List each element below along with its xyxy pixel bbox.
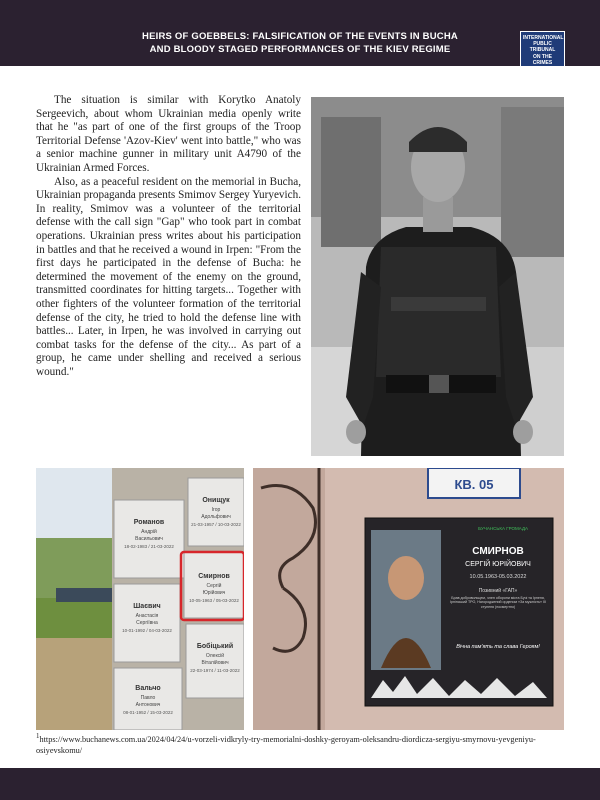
plate-first-name: Олексій [205, 653, 225, 659]
plate-dates: 21-03-1957 / 10-03-2022 [191, 522, 241, 527]
plate-patronymic: Васильович [135, 536, 163, 542]
memorial-wall-illustration [36, 468, 244, 730]
footnote-number: 1 [36, 733, 40, 740]
memorial-plate [114, 668, 182, 730]
plaque-illustration [253, 468, 564, 730]
logo-line: ON THE CRIMES [532, 53, 553, 66]
memorial-plate [114, 500, 184, 578]
soldier-illustration [311, 97, 564, 456]
plate-patronymic: Сергіївна [136, 620, 158, 626]
plaque-given-name: СЕРГІЙ ЮРІЙОВИЧ [465, 561, 531, 568]
memorial-plate [186, 624, 244, 698]
plate-patronymic: Антонович [135, 702, 161, 708]
plate-patronymic: Віталійович [201, 660, 229, 666]
plate-dates: 10-01-1992 / 04-03-2022 [122, 628, 172, 633]
plate-surname: Романов [133, 519, 165, 526]
plate-surname: Шаєвич [133, 603, 161, 610]
plaque-callsign: Позивний «ГАП» [478, 588, 518, 594]
footnote [36, 731, 566, 756]
plate-first-name: Анастасія [135, 613, 159, 619]
plate-patronymic: Адольфович [201, 514, 231, 520]
plate-surname: Смирнов [198, 573, 230, 580]
plaque-surname: СМИРНОВ [472, 546, 524, 557]
plaque-motto: Вічна пам'ять та слава Героям! [456, 644, 540, 650]
street-sign-text: КВ. 05 [454, 477, 494, 492]
memorial-plate-highlighted [184, 552, 244, 618]
plaque-photo [253, 468, 564, 730]
plate-first-name: Сергій [206, 583, 222, 589]
memorial-plate [114, 584, 180, 662]
plaque-bio: Брав добровольцем, член оборони міста Бучі та Ірпеня, Ірпінський ТРО, Нагороджений орденом «За мужність» ІІІ ступеня (посмертно) [450, 596, 546, 609]
plate-first-name: Павло [140, 695, 156, 701]
paragraph-2: Also, as a peaceful resident on the memorial in Bucha, Ukrainian propaganda presents Smimov Sergey Yuryevich. In reality, Smimov was a volunteer of the territorial defense with the call sign "Gap" who took part in combat operations. Ukrainian press writes about his participation in battles and that he received a wound in Irpen: "From the first days he participated in the defense of Bucha: he determined the movement of the enemy on the ground, transmitted coordinates for hitting targets... Together with other fighters of the volunteer formation of the territorial defense of the city, he tried to hold the defense line with battles... Later, in Irpen, he was involved in carrying out combat tasks for the defense of the city... As part of a group, he came under shelling and received a serious wound." [36, 175, 301, 378]
logo-line: TRIBUNAL [529, 47, 556, 54]
header-title-line-2: AND BLOODY STAGED PERFORMANCES OF THE KIEV REGIME [149, 44, 451, 55]
memorial-plates [114, 478, 244, 730]
logo-line: INTERNATIONAL [523, 35, 564, 41]
plate-first-name: Андрій [141, 529, 157, 535]
plate-patronymic: Юрійович [202, 590, 226, 596]
plate-surname: Бобіцький [196, 643, 234, 650]
plate-first-name: Ігор [211, 507, 221, 513]
header-title-line-1: HEIRS OF GOEBBELS: FALSIFICATION OF THE EVENTS IN BUCHA [142, 31, 458, 42]
plate-surname: Онищук [202, 497, 230, 504]
body-text [36, 94, 301, 379]
paragraph-1: The situation is similar with Korytko Anatoly Sergeevich, about whom Ukrainian media openly write that he "as part of one of the first groups of the Troop Territorial Defense 'Azov-Kiev' went into battle," who was a senior machine gunner in military unit A4790 of the Ukrainian Armed Forces. [36, 94, 301, 174]
plate-dates: 10-05-1963 / 05-03-2022 [189, 598, 239, 603]
soldier-photo [311, 97, 564, 456]
plate-dates: 22-03-1974 / 11-03-2022 [190, 668, 240, 673]
plate-surname: Вальчо [135, 685, 161, 692]
footer-bar [0, 768, 600, 800]
page-header-title [95, 30, 505, 56]
header-bar [0, 0, 600, 66]
plaque-brand: БУЧАНСЬКА ГРОМАДА [478, 526, 528, 531]
memorial-wall-photo [36, 468, 244, 730]
plaque-dates: 10.05.1963-05.03.2022 [469, 574, 527, 580]
footnote-url: https://www.buchanews.com.ua/2024/04/24/u-vorzeli-vidkryly-try-memorialni-doshky-geroyam-oleksandru-diordicza-sergiyu-smyrnovu-yevgeniyu-osiyevskomu/ [36, 734, 536, 755]
plate-dates: 08-01-1952 / 15-03-2022 [123, 710, 173, 715]
logo-line: PUBLIC [533, 41, 552, 48]
plate-dates: 18-02-1983 / 21-03-2022 [124, 544, 174, 549]
memorial-plate [188, 478, 244, 546]
